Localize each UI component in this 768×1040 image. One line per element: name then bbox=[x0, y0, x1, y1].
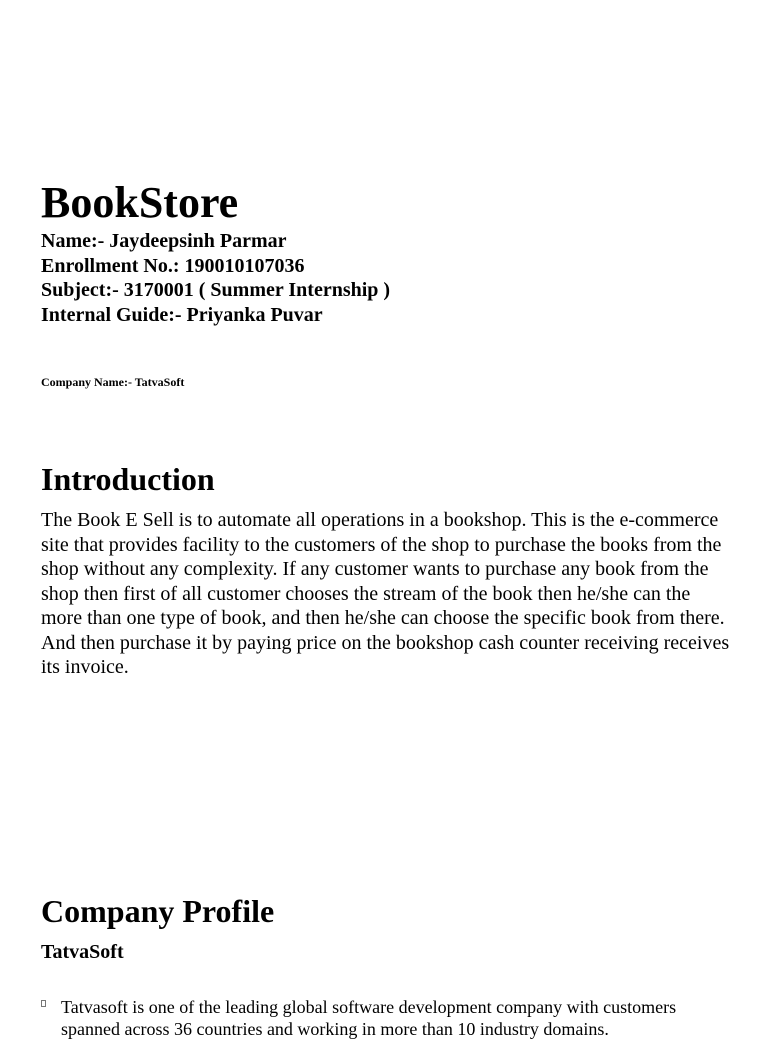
subject: Subject:- 3170001 ( Summer Internship ) bbox=[41, 279, 391, 301]
bullet-icon bbox=[41, 1000, 46, 1007]
student-name: Name:- Jaydeepsinh Parmar bbox=[41, 230, 287, 252]
company-name: Company Name:- TatvaSoft bbox=[41, 375, 185, 389]
company-profile-subheading: TatvaSoft bbox=[41, 941, 124, 963]
internal-guide: Internal Guide:- Priyanka Puvar bbox=[41, 303, 323, 326]
student-info bbox=[41, 229, 390, 327]
document-page bbox=[41, 0, 731, 1039]
introduction-paragraph: The Book E Sell is to automate all operations in a bookshop. This is the e-commerce site that provides facility to the customers of the shop to purchase the books from the shop without any complexity. If any customer wants to purchase any book from the shop then first of all customer chooses the stream of the book then he/she can the more than one type of book, and then he/she can choose the specific book from there. And then purchase it by paying price on the bookshop cash counter receiving receives its invoice. bbox=[41, 509, 730, 678]
company-profile-heading: Company Profile bbox=[41, 893, 275, 929]
introduction-heading: Introduction bbox=[41, 461, 215, 497]
list-item bbox=[41, 996, 731, 1040]
enrollment-number: Enrollment No.: 190010107036 bbox=[41, 254, 305, 277]
document-title: BookStore bbox=[41, 178, 239, 227]
bullet-text: Tatvasoft is one of the leading global software development company with customers spanned across 36 countries and working in more than 10 industry domains. bbox=[61, 997, 677, 1039]
